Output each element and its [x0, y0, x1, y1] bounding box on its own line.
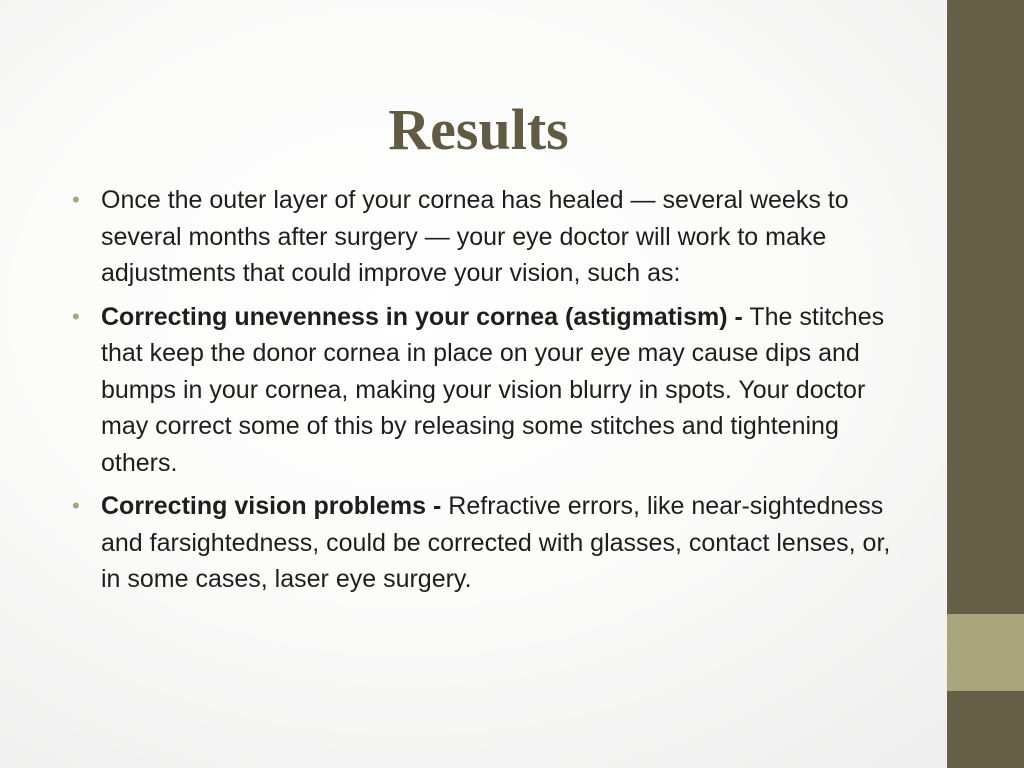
bullet-dot-icon: • [72, 493, 80, 518]
bullet-item [72, 299, 898, 482]
bullet-list [72, 182, 898, 605]
bullet-dot-icon: • [72, 187, 80, 212]
bullet-text: The stitches that keep the donor cornea in place on your eye may cause dips and bumps in your cornea, making your vision blurry in spots. Your doctor may correct some of this by releasing some stitches and tightening others. [101, 302, 885, 477]
bullet-item [72, 182, 898, 292]
bullet-text: Refractive errors, like near-sightedness and farsightedness, could be corrected with glasses, contact lenses, or, in some cases, laser eye surgery. [101, 492, 891, 593]
bullet-lead: Correcting vision problems - [101, 492, 442, 520]
decorative-side-accent [947, 614, 1024, 691]
bullet-dot-icon: • [72, 303, 80, 329]
bullet-text: Once the outer layer of your cornea has healed — several weeks to several months after surgery — your eye doctor will work to make adjustments that could improve your vision, such as: [101, 186, 849, 287]
slide-title: Results [388, 96, 569, 162]
bullet-item [72, 488, 898, 598]
bullet-lead: Correcting unevenness in your cornea (astigmatism) - [101, 302, 743, 331]
